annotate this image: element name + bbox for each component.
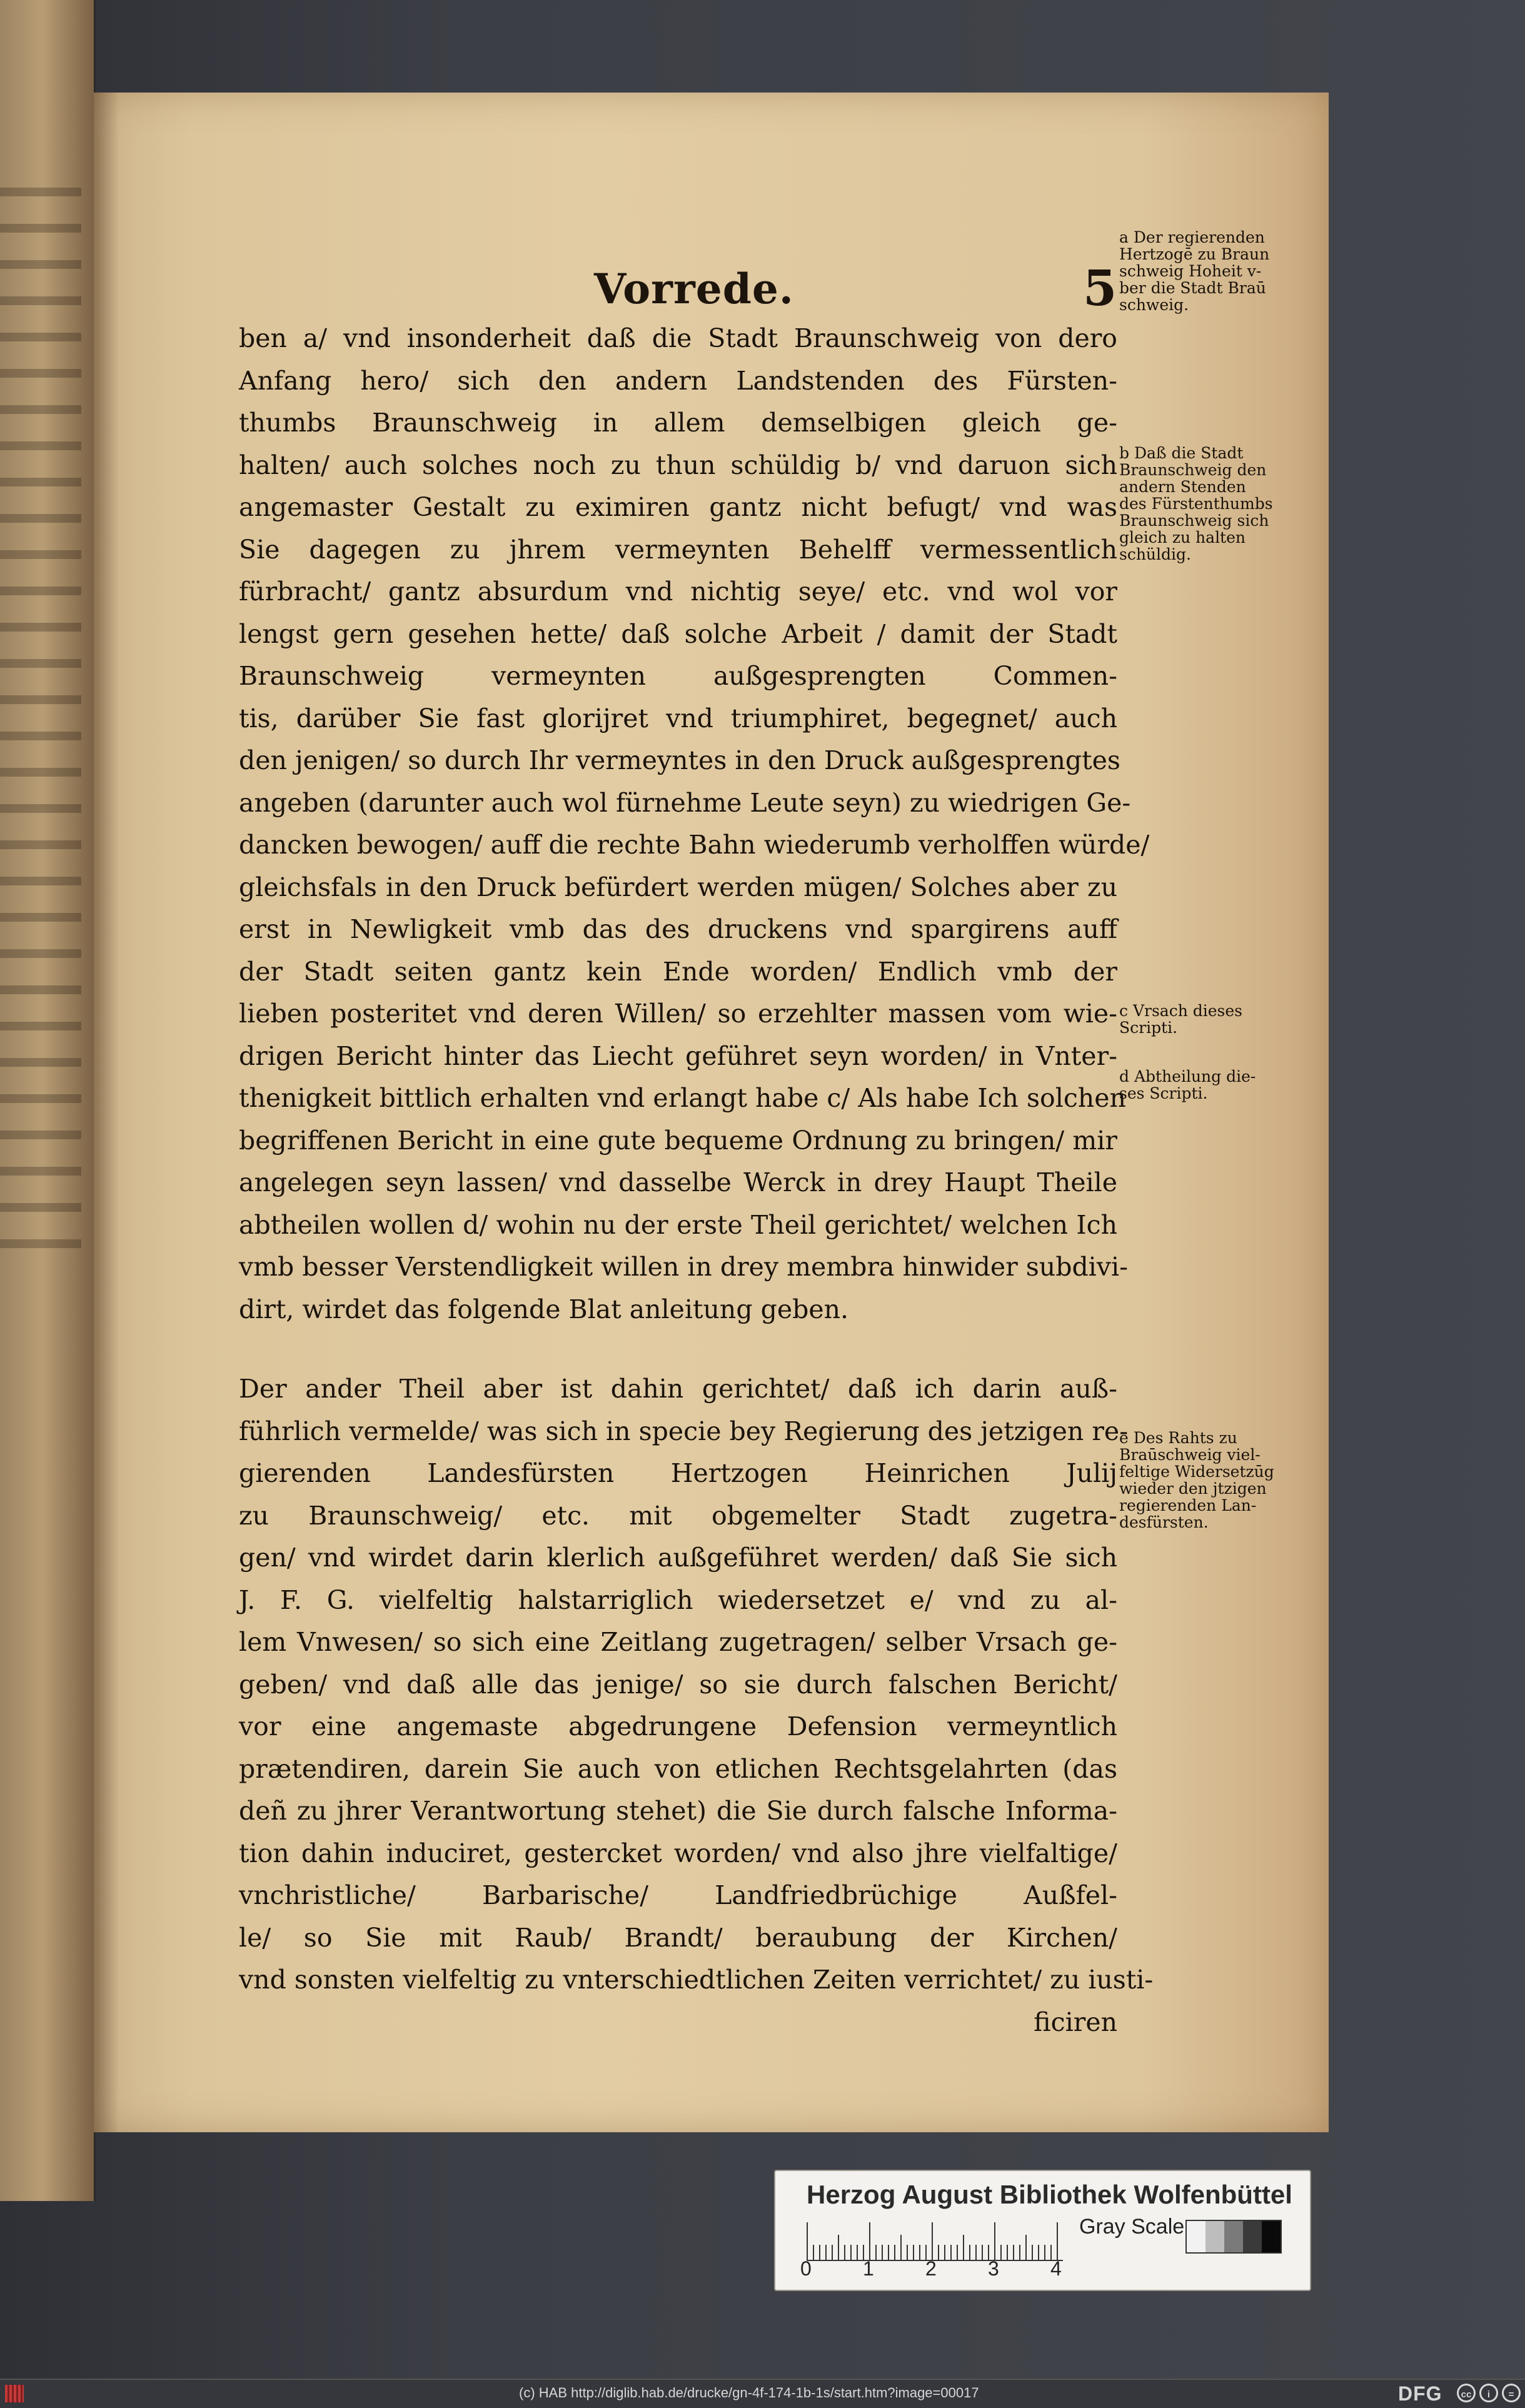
text-line: abtheilen wollen d/ wohin nu der erste Theil gerichtet/ welchen Ich [239, 1209, 1117, 1240]
ruler-tick [969, 2245, 970, 2260]
card-title: Herzog August Bibliothek Wolfenbüttel [807, 2180, 1292, 2209]
ruler-tick [1038, 2245, 1039, 2260]
dfg-logo: DFG [1398, 2382, 1442, 2405]
ruler-tick [1044, 2245, 1045, 2260]
no-derivatives-icon[interactable]: = [1502, 2384, 1521, 2402]
text-line: thumbs Braunschweig in allem demselbigen gleich ge- [239, 408, 1117, 438]
cc-license-icon[interactable]: cc [1457, 2384, 1476, 2402]
gray-scale-swatch [1185, 2220, 1282, 2254]
ruler-number: 4 [1050, 2257, 1062, 2280]
paragraph-2 [239, 1368, 1154, 2002]
text-line: Anfang hero/ sich den andern Landstenden des Fürsten- [239, 365, 1117, 396]
text-line: fürbracht/ gantz absurdum vnd nichtig seye/ etc. vnd wol vor [239, 577, 1117, 607]
margin-note-line: desfürsten. [1119, 1513, 1209, 1531]
margin-note-line: wieder den jtzigen [1119, 1479, 1267, 1498]
ruler-tick [982, 2245, 983, 2260]
ruler-tick [932, 2222, 933, 2260]
ruler-tick [994, 2222, 995, 2260]
text-line: zu Braunschweig/ etc. mit obgemelter Stadt zugetra- [239, 1500, 1117, 1531]
text-line: erst in Newligkeit vmb das des druckens vnd spargirens auff [239, 914, 1117, 944]
ruler-tick [869, 2222, 870, 2260]
margin-note-line: andern Stenden [1119, 478, 1246, 496]
gray-swatch [1187, 2221, 1205, 2252]
text-line: dancken bewogen/ auff die rechte Bahn wiederumb verholffen würde/ [239, 830, 1150, 860]
text-line: thenigkeit bittlich erhalten vnd erlangt habe c/ Als habe Ich solchen [239, 1083, 1126, 1113]
margin-note-d [1119, 1068, 1307, 1102]
text-line: gleichsfals in den Druck befürdert werden mügen/ Solches aber zu [239, 872, 1117, 902]
page-number: 5 [1083, 260, 1117, 317]
text-line: gen/ vnd wirdet darin klerlich außgeführet werden/ daß Sie sich [239, 1543, 1117, 1573]
ruler-tick [857, 2245, 858, 2260]
ruler-tick [950, 2245, 952, 2260]
text-line: halten/ auch solches noch zu thun schüldig b/ vnd daruon sich [239, 450, 1117, 480]
margin-note-line: schweig Hoheit v- [1119, 262, 1262, 280]
margin-note-b [1119, 445, 1307, 563]
gray-swatch [1205, 2221, 1224, 2252]
ruler-tick [888, 2245, 889, 2260]
margin-note-line: d Abtheilung die- [1119, 1067, 1256, 1086]
ruler-number: 1 [863, 2257, 874, 2280]
ruler-tick [819, 2245, 820, 2260]
text-line: tis, darüber Sie fast glorijret vnd triumphiret, begegnet/ auch [239, 703, 1117, 733]
ruler-tick [913, 2245, 914, 2260]
text-line: der Stadt seiten gantz kein Ende worden/ Endlich vmb der [239, 956, 1117, 987]
margin-note-line: a Der regierenden [1119, 228, 1265, 246]
ruler-tick [813, 2245, 814, 2260]
ruler-tick [850, 2245, 852, 2260]
text-line: angelegen seyn lassen/ vnd dasselbe Werck in drey Haupt Theile [239, 1167, 1117, 1197]
footer-copyright-link[interactable]: (c) HAB http://diglib.hab.de/drucke/gn-4f-174-1b-1s/start.htm?image=00017 [519, 2385, 979, 2400]
text-line: vmb besser Verstendligkeit willen in drey membra hinwider subdivi- [239, 1252, 1128, 1282]
attribution-icon[interactable]: i [1479, 2384, 1498, 2402]
margin-note-c [1119, 1002, 1307, 1036]
gray-swatch [1224, 2221, 1243, 2252]
gray-scale-label: Gray Scale [1079, 2215, 1185, 2239]
text-line: lem Vnwesen/ so sich eine Zeitlang zugetragen/ selber Vrsach ge- [239, 1627, 1117, 1657]
ruler-tick [825, 2245, 827, 2260]
text-line: geben/ vnd daß alle das jenige/ so sie durch falschen Bericht/ [239, 1669, 1117, 1700]
ruler-tick [975, 2245, 977, 2260]
text-line: den jenigen/ so durch Ihr vermeyntes in den Druck außgesprengtes [239, 745, 1120, 775]
text-line: angeben (darunter auch wol fürnehme Leute seyn) zu wiedrigen Ge- [239, 787, 1131, 818]
margin-note-line: ses Scripti. [1119, 1084, 1208, 1102]
text-line: dirt, wirdet das folgende Blat anleitung geben. [239, 1294, 849, 1324]
text-line: Der ander Theil aber ist dahin gerichtet/ daß ich darin auß- [239, 1374, 1117, 1404]
ruler-number: 3 [988, 2257, 999, 2280]
color-calibration-card [774, 2170, 1311, 2291]
ruler-tick [1032, 2245, 1033, 2260]
text-line: gierenden Landesfürsten Hertzogen Heinrichen Julij [239, 1458, 1117, 1488]
margin-note-line: gleich zu halten [1119, 528, 1246, 547]
ruler-tick [1057, 2222, 1058, 2260]
margin-note-line: Hertzogē zu Braun [1119, 245, 1270, 263]
margin-note-line: schweig. [1119, 296, 1189, 314]
ruler-tick [938, 2245, 939, 2260]
gray-swatch [1243, 2221, 1262, 2252]
margin-note-line: c Vrsach dieses [1119, 1002, 1242, 1020]
text-line: führlich vermelde/ was sich in specie bey Regierung des jetzigen re- [239, 1416, 1129, 1446]
ruler-tick [1007, 2245, 1008, 2260]
ruler-tick [832, 2245, 833, 2260]
text-line: prætendiren, darein Sie auch von etlichen Rechtsgelahrten (das [239, 1753, 1117, 1784]
text-line: lengst gern gesehen hette/ daß solche Arbeit / damit der Stadt [239, 618, 1117, 649]
margin-note-a [1119, 229, 1307, 313]
ruler-tick [1019, 2245, 1020, 2260]
ruler-tick [1025, 2235, 1027, 2260]
margin-note-line: Braūschweig viel- [1119, 1446, 1261, 1464]
text-line: deñ zu jhrer Verantwortung stehet) die Sie durch falsche Informa- [239, 1796, 1117, 1826]
ruler-tick [882, 2245, 883, 2260]
ruler-tick [1000, 2245, 1002, 2260]
previous-page-edge [0, 0, 96, 2201]
running-head: Vorrede. [594, 264, 794, 313]
text-line: ben a/ vnd insonderheit daß die Stadt Braunschweig von dero [239, 323, 1117, 353]
margin-note-line: ber die Stadt Braū [1119, 279, 1266, 297]
margin-note-e [1119, 1429, 1307, 1531]
ruler-tick [900, 2235, 902, 2260]
ruler-tick [875, 2245, 877, 2260]
text-line: begriffenen Bericht in eine gute bequeme Ordnung zu bringen/ mir [239, 1125, 1117, 1156]
ruler-number: 2 [925, 2257, 937, 2280]
text-line: vor eine angemaste abgedrungene Defension vermeyntlich [239, 1711, 1117, 1741]
text-line: J. F. G. vielfeltig halstarriglich wiedersetzet e/ vnd zu al- [239, 1584, 1117, 1615]
ruler-tick [919, 2245, 920, 2260]
ruler-tick [894, 2245, 895, 2260]
measurement-ruler [807, 2219, 1063, 2261]
text-line: angemaster Gestalt zu eximiren gantz nicht befugt/ vnd was [239, 492, 1117, 522]
text-line: vnchristliche/ Barbarische/ Landfriedbrüchige Außfel- [239, 1880, 1117, 1910]
text-line: lieben posteritet vnd deren Willen/ so erzehlter massen vom wie- [239, 999, 1117, 1029]
hab-logo-icon [5, 2385, 24, 2402]
margin-note-line: e Des Rahts zu [1119, 1429, 1237, 1447]
text-line: Sie dagegen zu jhrem vermeynten Behelff vermessentlich [239, 534, 1117, 565]
ruler-tick [907, 2245, 908, 2260]
ruler-number: 0 [800, 2257, 812, 2280]
catchword: ficiren [1034, 2007, 1117, 2037]
gray-swatch [1262, 2221, 1281, 2252]
margin-note-line: Braunschweig sich [1119, 511, 1269, 530]
previous-page-text-shadow [0, 188, 81, 1251]
ruler-tick [944, 2245, 945, 2260]
margin-note-line: schüldig. [1119, 545, 1191, 563]
ruler-tick [957, 2245, 958, 2260]
footer-bar [0, 2379, 1525, 2408]
ruler-tick [963, 2235, 964, 2260]
book-page [94, 93, 1329, 2132]
text-line: drigen Bericht hinter das Liecht geführet seyn worden/ in Vnter- [239, 1040, 1117, 1071]
text-line: tion dahin induciret, gestercket worden/ vnd also jhre vielfaltige/ [239, 1838, 1117, 1868]
margin-note-line: regierenden Lan- [1119, 1496, 1257, 1514]
ruler-tick [838, 2235, 839, 2260]
margin-note-line: Scripti. [1119, 1019, 1178, 1037]
ruler-tick [1013, 2245, 1014, 2260]
text-line: le/ so Sie mit Raub/ Brandt/ beraubung der Kirchen/ [239, 1922, 1117, 1953]
margin-note-line: des Fürstenthumbs [1119, 495, 1273, 513]
margin-note-line: b Daß die Stadt [1119, 444, 1244, 462]
ruler-tick [807, 2222, 808, 2260]
ruler-tick [844, 2245, 845, 2260]
margin-note-line: Braunschweig den [1119, 461, 1267, 479]
text-line: vnd sonsten vielfeltig zu vnterschiedtlichen Zeiten verrichtet/ zu iusti- [239, 1965, 1154, 1995]
margin-note-line: feltige Widersetzūg [1119, 1463, 1274, 1481]
text-line: Braunschweig vermeynten außgesprengten Commen- [239, 661, 1117, 691]
